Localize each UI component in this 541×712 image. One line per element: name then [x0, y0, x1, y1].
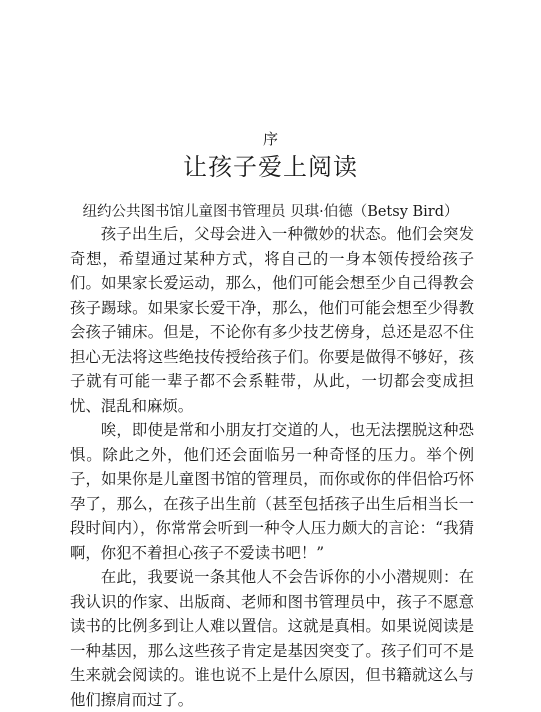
paragraph: 在此，我要说一条其他人不会告诉你的小小潜规则：在我认识的作家、出版商、老师和图书管理员中，孩子不愿意读书的比例多到让人难以置信。这就是真相。如果说阅读是一种基因，那么这些孩子肯定是基因突变了。孩子们可不是生来就会阅读的。谁也说不上是什么原因，但书籍就这么与他们擦肩而过了。: [70, 568, 474, 709]
body-text: [70, 222, 474, 712]
chapter-title: 让孩子爱上阅读: [183, 153, 358, 181]
section-label: 序: [262, 130, 278, 148]
paragraph: 孩子出生后，父母会进入一种微妙的状态。他们会突发奇想，希望通过某种方式，将自己的一身本领传授给孩子们。如果家长爱运动，那么，他们可能会想至少自己得教会孩子踢球。如果家长爱干净，那么，他们可能会想至少得教会孩子铺床。但是，不论你有多少技艺傍身，总还是忍不住担心无法将这些绝技传授给孩子们。你要是做得不够好，孩子就有可能一辈子都不会系鞋带，从此，一切都会变成担忧、混乱和麻烦。: [70, 225, 474, 415]
author-byline: 纽约公共图书馆儿童图书管理员 贝琪·伯德（Betsy Bird）: [82, 204, 459, 220]
paragraph: 唉，即使是常和小朋友打交道的人，也无法摆脱这种恐惧。除此之外，他们还会面临另一种奇怪的压力。举个例子，如果你是儿童图书馆的管理员，而你或你的伴侣恰巧怀孕了，那么，在孩子出生前（甚至包括孩子出生后相当长一段时间内），你常常会听到一种令人压力颇大的言论：“我猜啊，你犯不着担心孩子不爱读书吧！”: [70, 421, 474, 562]
